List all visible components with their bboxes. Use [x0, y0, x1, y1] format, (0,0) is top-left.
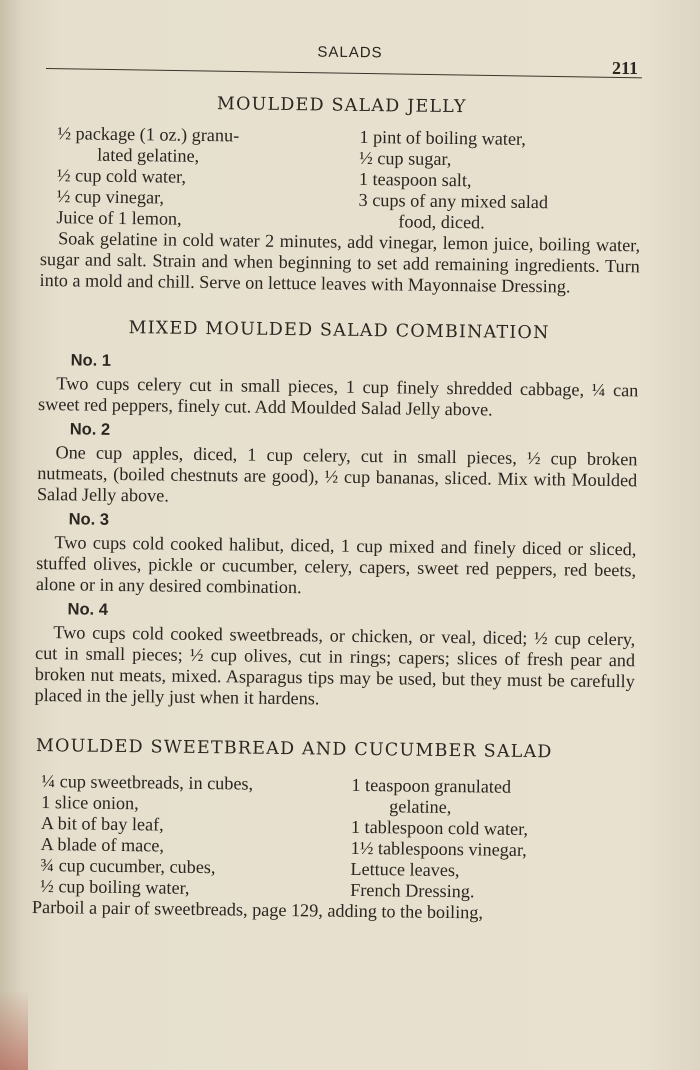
ingredient-line: Lettuce leaves,: [350, 858, 460, 881]
ingredient-line: food, diced.: [398, 211, 485, 233]
ingredient-line: 1 tablespoon cold water,: [350, 816, 529, 839]
recipe-title-moulded-sweetbread: MOULDED SWEETBREAD AND CUCUMBER SALAD: [35, 735, 553, 763]
page-content: [32, 86, 642, 925]
ingredient-line: ½ cup vinegar,: [56, 186, 165, 208]
ingredient-line: French Dressing.: [350, 879, 475, 902]
recipe1-ingredients: [40, 123, 641, 235]
ingredient-line: ½ package (1 oz.) granu-: [57, 123, 240, 146]
recipe-title-moulded-salad-jelly: MOULDED SALAD JELLY: [216, 94, 467, 118]
ingredients-right-column: [358, 127, 641, 235]
recipe1-method: Soak gelatine in cold water 2 minutes, add vinegar, lemon juice, boiling water, sugar and salt. Strain and when beginning to set add remaining ingredients. Turn into a mold and chill. Serve on lettuce leaves with Mayonnaise Dressing.: [39, 228, 641, 297]
ingredient-line: 1½ tablespoons vinegar,: [350, 837, 527, 860]
ingredients-right-column: [350, 775, 634, 904]
ingredient-line: ¼ cup sweetbreads, in cubes,: [41, 771, 254, 794]
ingredient-line: gelatine,: [389, 796, 452, 818]
variant-label: No. 3: [68, 510, 110, 529]
variant-text: Two cups cold cooked sweetbreads, or chicken, or veal, diced; ½ cup celery, cut in small pieces; ½ cup olives, cut in rings; capers; slices of fresh pear and broken nut meats, mixed. Asparagus tips may be used, but they must be carefully placed in the jelly just when it hardens.: [34, 622, 636, 709]
page-stain: [0, 990, 28, 1070]
ingredient-line: 1 teaspoon granulated: [351, 774, 512, 797]
ingredient-line: ½ cup boiling water,: [40, 876, 190, 898]
ingredient-line: 1 pint of boiling water,: [359, 126, 526, 149]
ingredient-line: ½ cup sugar,: [359, 147, 452, 170]
ingredient-line: A bit of bay leaf,: [40, 813, 164, 835]
variant-text: Two cups cold cooked halibut, diced, 1 cup mixed and finely diced or sliced, stuffed olives, pickle or cucumber, celery, capers, sweet red peppers, red beets, alone or in any desired combination.: [35, 532, 637, 598]
recipe-title-mixed-moulded-salad: MIXED MOULDED SALAD COMBINATION: [128, 318, 550, 344]
ingredient-line: ½ cup cold water,: [56, 165, 187, 187]
variant-label: No. 1: [70, 351, 112, 370]
variant-label: No. 2: [69, 420, 111, 439]
page-number: 211: [612, 58, 639, 78]
ingredients-left-column: [32, 771, 352, 901]
variant-text: One cup apples, diced, 1 cup celery, cut in small pieces, ½ cup broken nutmeats, (boiled chestnuts are good), ½ cup bananas, sliced. Mix with Moulded Salad Jelly above.: [36, 442, 638, 506]
ingredient-line: Juice of 1 lemon,: [56, 207, 182, 229]
ingredient-line: 1 slice onion,: [41, 792, 139, 814]
recipe3-method: Parboil a pair of sweetbreads, page 129, adding to the boiling,: [31, 896, 484, 923]
running-header: SALADS: [317, 43, 383, 62]
ingredient-line: 1 teaspoon salt,: [358, 168, 472, 191]
variant-label: No. 4: [67, 600, 109, 619]
variant-text: Two cups celery cut in small pieces, 1 cup finely shredded cabbage, ¼ can sweet red peppers, finely cut. Add Moulded Salad Jelly above.: [37, 373, 639, 420]
header-rule: [46, 68, 642, 78]
ingredient-line: lated gelatine,: [97, 144, 200, 166]
recipe3-ingredients: [32, 771, 633, 904]
ingredient-line: 3 cups of any mixed salad: [358, 189, 549, 213]
recipe2-variants: [34, 350, 638, 713]
ingredient-line: ¾ cup cucumber, cubes,: [40, 855, 216, 878]
ingredient-line: A blade of mace,: [40, 834, 165, 856]
ingredients-left-column: [40, 123, 359, 232]
